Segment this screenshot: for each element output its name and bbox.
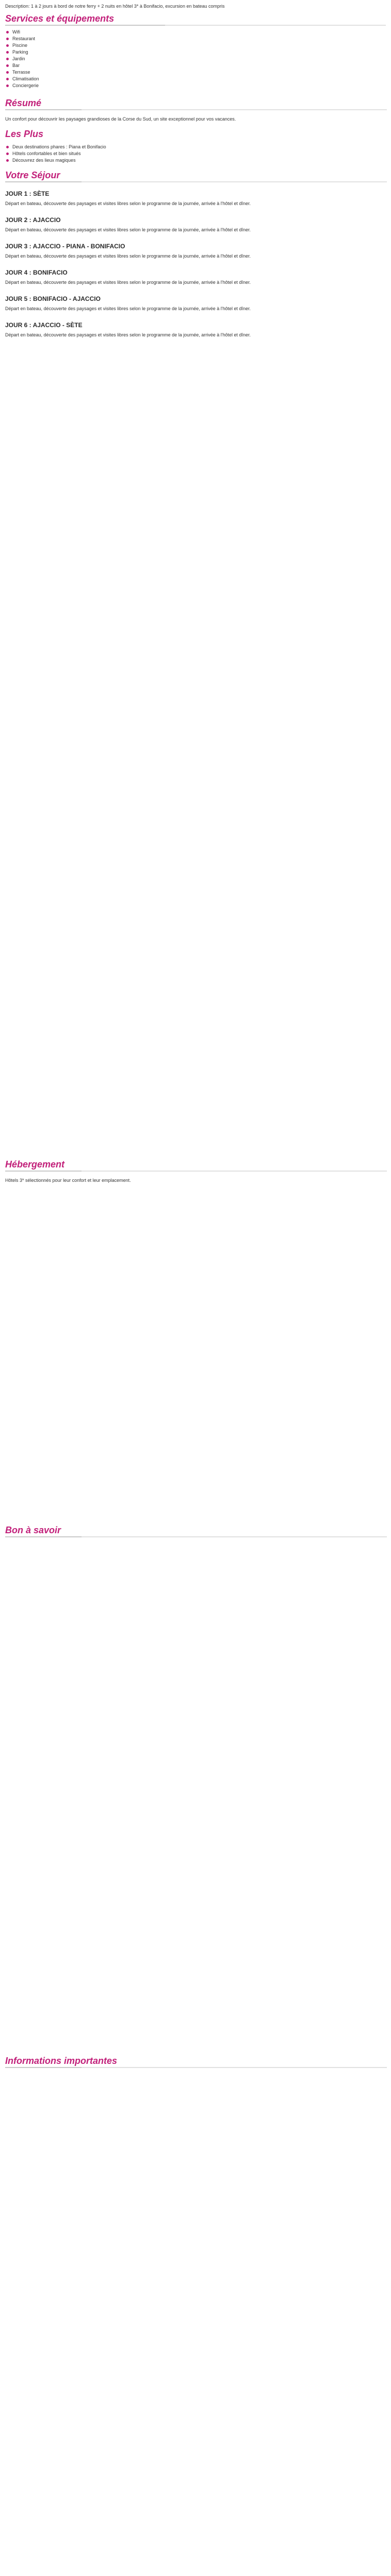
service-item [5,69,387,76]
hebergement-section [5,1159,387,1184]
bullet-icon [6,152,9,155]
section-divider [5,2067,387,2068]
inclus-label: Découvrez des lieux magiques [12,158,76,163]
services-section [5,13,387,24]
programme-section [5,170,387,338]
bullet-icon [6,146,9,148]
service-label: Conciergerie [12,83,39,88]
service-label: Bar [12,63,20,68]
inclus-item [5,157,387,164]
inclus-label: Hôtels confortables et bien situés [12,151,81,156]
service-item [5,82,387,89]
hebergement-text: Hôtels 3* sélectionnés pour leur confort et leur emplacement. [5,1178,131,1183]
service-label: Jardin [12,56,25,61]
inclus-title: Les Plus [5,129,44,139]
bullet-icon [6,78,9,80]
programme-day4-text: Départ en bateau, découverte des paysages et visites libres selon le programme de la journée, arrivée à l'hôtel et dîner. [5,280,251,285]
programme-day5-text: Départ en bateau, découverte des paysages et visites libres selon le programme de la journée, arrivée à l'hôtel et dîner. [5,306,251,311]
resume-section [5,98,387,123]
bullet-icon [6,58,9,60]
programme-day1: JOUR 1 : SÈTE [5,190,50,197]
resume-text: Un confort pour découvrir les paysages grandioses de la Corse du Sud, un site exceptionnel pour vos vacances. [5,116,236,122]
infos-title: Informations importantes [5,2056,118,2066]
programme-day3-text: Départ en bateau, découverte des paysages et visites libres selon le programme de la journée, arrivée à l'hôtel et dîner. [5,253,251,259]
programme-title: Votre Séjour [5,170,60,180]
bullet-icon [6,159,9,162]
programme-day3: JOUR 3 : AJACCIO - PIANA - BONIFACIO [5,243,125,250]
inclus-item [5,144,387,150]
bullet-icon [6,31,9,33]
bullet-icon [6,71,9,74]
service-item [5,42,387,49]
programme-day5: JOUR 5 : BONIFACIO - AJACCIO [5,295,101,302]
service-label: Piscine [12,43,28,48]
service-label: Climatisation [12,76,39,81]
service-item [5,36,387,42]
resume-title: Résumé [5,98,42,108]
bullet-icon [6,64,9,67]
service-item [5,56,387,62]
programme-day6-text: Départ en bateau, découverte des paysages et visites libres selon le programme de la journée, arrivée à l'hôtel et dîner. [5,332,251,337]
programme-day2-text: Départ en bateau, découverte des paysages et visites libres selon le programme de la journée, arrivée à l'hôtel et dîner. [5,227,251,232]
services-list [5,29,387,89]
programme-day2: JOUR 2 : AJACCIO [5,216,61,224]
section-divider [5,1536,387,1537]
service-label: Terrasse [12,70,30,75]
section-divider [5,109,387,110]
intro-description: Description: 1 à 2 jours à bord de notre ferry + 2 nuits en hôtel 3* à Bonifacio, excursion en bateau compris [5,4,225,9]
programme-day4: JOUR 4 : BONIFACIO [5,269,68,276]
bon-savoir-section [5,1525,387,1536]
inclus-item [5,150,387,157]
bullet-icon [6,51,9,54]
bullet-icon [6,38,9,40]
hebergement-title: Hébergement [5,1159,65,1170]
bullet-icon [6,44,9,47]
service-item [5,62,387,69]
bon-savoir-title: Bon à savoir [5,1525,61,1535]
programme-day1-text: Départ en bateau, découverte des paysages et visites libres selon le programme de la journée, arrivée à l'hôtel et dîner. [5,201,251,206]
service-item [5,49,387,56]
service-item [5,29,387,36]
section-divider [5,25,386,26]
programme-day6: JOUR 6 : AJACCIO - SÈTE [5,321,83,329]
inclus-section [5,129,387,164]
services-title: Services et équipements [5,13,115,24]
service-item [5,76,387,82]
bullet-icon [6,84,9,87]
service-label: Parking [12,49,28,55]
infos-section [5,2056,387,2066]
inclus-label: Deux destinations phares : Piana et Bonifacio [12,144,106,149]
service-label: Wifi [12,29,20,35]
section-divider [5,1171,387,1172]
service-label: Restaurant [12,36,36,41]
section-divider [5,181,387,182]
